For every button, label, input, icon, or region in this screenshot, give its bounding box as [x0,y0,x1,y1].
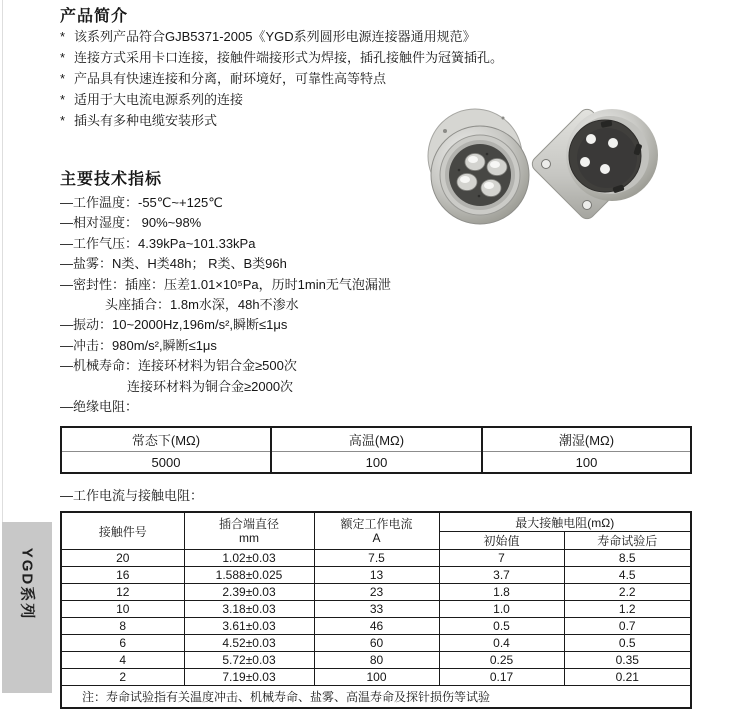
cell: 1.8 [439,584,564,601]
cell: 33 [314,601,439,618]
table-row [61,567,691,584]
col-header-initial-value: 初始值 [439,532,564,550]
intro-bullet-text: 该系列产品符合GJB5371-2005《YGD系列圆形电源连接器通用规范》 [74,29,476,44]
intro-bullet [60,47,503,68]
spec-line-air-pressure: —工作气压：4.39kPa~101.33kPa [60,235,256,251]
intro-bullet-text: 产品具有快速连接和分离，耐环境好，可靠性高等特点 [74,71,387,86]
spec-line-salt-spray: —盐雾：N类、H类48h； R类、B类96h [60,256,287,272]
table-header-row [61,512,691,532]
cell: 7.5 [314,550,439,567]
spec-line-vibration: —振动：10~2000Hz,196m/s²,瞬断≤1μs [60,317,288,333]
spec-line-mechanical-life-cont: 连接环材料为铜合金≥2000次 [127,378,294,394]
cell: 100 [314,669,439,686]
bullet-marker: * [60,92,66,107]
value-humid: 100 [482,452,691,474]
cell: 16 [61,567,184,584]
cell: 1.02±0.03 [184,550,314,567]
table-row [61,635,691,652]
cell: 2.2 [564,584,691,601]
cell: 2.39±0.03 [184,584,314,601]
cell: 0.25 [439,652,564,669]
working-current-contact-resistance-table [60,511,692,709]
spec-list [60,193,391,417]
col-header-rated-current-unit: A [372,531,381,545]
receptacle-connector-photo [529,106,658,222]
cell: 46 [314,618,439,635]
spec-line-sealing: —密封性：插座：压差1.01×10⁵Pa，历时1min无气泡漏泄 [60,276,391,292]
spec-line-operating-temperature: —工作温度：-55℃~+125℃ [60,195,223,210]
cell: 1.588±0.025 [184,567,314,584]
cell: 80 [314,652,439,669]
spec-line-relative-humidity: —相对湿度： 90%~98% [60,215,202,231]
table-row [61,452,691,474]
intro-bullet-text: 插头有多种电缆安装形式 [74,113,218,128]
cell: 3.61±0.03 [184,618,314,635]
specs-section-title: 主要技术指标 [60,171,163,188]
sidebar-tab-ygd-series [2,522,52,693]
cell: 0.17 [439,669,564,686]
cell: 60 [314,635,439,652]
cell: 3.18±0.03 [184,601,314,618]
page-title: 产品简介 [60,8,129,25]
cell: 7 [439,550,564,567]
col-header-mating-diameter-line1: 插合端直径 [218,517,279,531]
cell: 5.72±0.03 [184,652,314,669]
cell: 12 [61,584,184,601]
table-row [61,618,691,635]
spec-line-sealing-cont: 头座插合：1.8m水深，48h不渗水 [105,297,299,313]
cell: 7.19±0.03 [184,669,314,686]
intro-bullet [60,68,503,89]
col-header-max-contact-resistance: 最大接触电阻(mΩ) [439,512,691,532]
col-header-contact-no: 接触件号 [61,512,184,550]
insulation-resistance-table [60,426,692,474]
cell: 13 [314,567,439,584]
value-normal: 5000 [151,454,181,470]
table-note-row [61,686,691,709]
table-row [61,652,691,669]
cell: 8 [61,618,184,635]
spec-line-shock: —冲击：980m/s²,瞬断≤1μs [60,337,217,353]
cell: 0.5 [439,618,564,635]
col-header-humid: 潮湿(MΩ) [482,427,691,452]
table-header-row [61,427,691,452]
cell: 0.5 [564,635,691,652]
bullet-marker: * [60,113,66,128]
table-note: 注：寿命试验指有关温度冲击、机械寿命、盐雾、高温寿命及探针损伤等试验 [61,686,691,709]
table-row [61,550,691,567]
intro-bullet-text: 连接方式采用卡口连接，接触件端接形式为焊接，插孔接触件为冠簧插孔。 [74,50,504,65]
col-header-mating-diameter [184,512,314,550]
cell: 2 [61,669,184,686]
table-row [61,669,691,686]
cell: 1.0 [439,601,564,618]
cell: 4.52±0.03 [184,635,314,652]
cell: 20 [61,550,184,567]
spec-line-insulation-resistance: —绝缘电阻： [60,399,139,415]
bullet-marker: * [60,71,66,86]
bullet-marker: * [60,50,66,65]
intro-bullet [60,26,503,47]
spec-line-mechanical-life: —机械寿命：连接环材料为铝合金≥500次 [60,358,297,374]
table-row [61,601,691,618]
plug-connector-photo [428,109,529,224]
cell: 0.7 [564,618,691,635]
connector-photos [415,98,665,238]
cell: 23 [314,584,439,601]
cell: 6 [61,635,184,652]
value-high-temp: 100 [271,452,482,474]
intro-bullet-text: 适用于大电流电源系列的连接 [74,92,244,107]
cell: 3.7 [439,567,564,584]
cell: 10 [61,601,184,618]
col-header-normal: 常态下(MΩ) [61,427,271,452]
col-header-high-temp: 高温(MΩ) [271,427,482,452]
cell: 1.2 [564,601,691,618]
col-header-rated-current [314,512,439,550]
bullet-marker: * [60,29,66,44]
cell: 4.5 [564,567,691,584]
col-header-mating-diameter-unit: mm [239,531,259,545]
sidebar-tab-label: YGD系列 [18,547,36,621]
cell: 4 [61,652,184,669]
table-row [61,584,691,601]
cell: 0.21 [564,669,691,686]
col-header-rated-current-line1: 额定工作电流 [340,517,413,531]
cell: 0.35 [564,652,691,669]
cell: 8.5 [564,550,691,567]
cell: 0.4 [439,635,564,652]
current-resistance-section-label: —工作电流与接触电阻： [60,488,204,503]
col-header-after-life-test: 寿命试验后 [564,532,691,550]
